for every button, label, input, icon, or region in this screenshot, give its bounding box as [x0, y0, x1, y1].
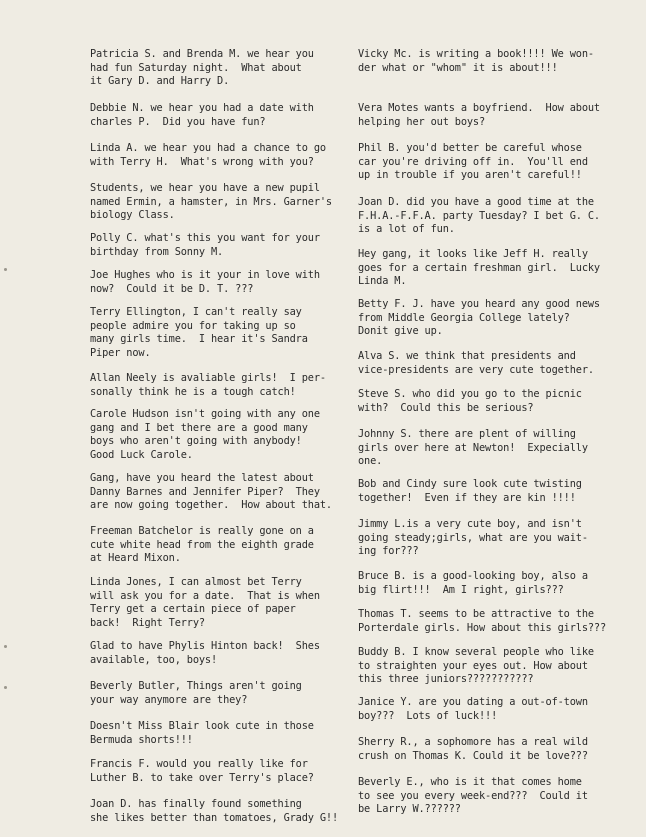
gossip-item: Beverly E., who is it that comes home to see you every week-end??? Could it be Larry W.??????	[358, 776, 588, 816]
gossip-item: Gang, have you heard the latest about Danny Barnes and Jennifer Piper? They are now going together. How about that.	[90, 472, 332, 512]
gossip-item: Steve S. who did you go to the picnic with? Could this be serious?	[358, 388, 582, 414]
gossip-item: Glad to have Phylis Hinton back! Shes available, too, boys!	[90, 640, 320, 666]
gossip-item: Doesn't Miss Blair look cute in those Bermuda shorts!!!	[90, 720, 314, 746]
gossip-item: Linda Jones, I can almost bet Terry will ask you for a date. That is when Terry get a certain piece of paper back! Right Terry?	[90, 576, 320, 629]
gossip-item: Linda A. we hear you had a chance to go with Terry H. What's wrong with you?	[90, 142, 326, 168]
gossip-item: Freeman Batchelor is really gone on a cute white head from the eighth grade at Heard Mixon.	[90, 525, 314, 565]
gossip-item: Johnny S. there are plent of willing girls over here at Newton! Expecially one.	[358, 428, 588, 468]
punch-hole-mark	[4, 268, 7, 271]
gossip-item: Thomas T. seems to be attractive to the Porterdale girls. How about this girls???	[358, 608, 607, 634]
gossip-item: Buddy B. I know several people who like to straighten your eyes out. How about this three juniors???????????	[358, 646, 594, 686]
gossip-item: Debbie N. we hear you had a date with charles P. Did you have fun?	[90, 102, 314, 128]
gossip-item: Sherry R., a sophomore has a real wild crush on Thomas K. Could it be love???	[358, 736, 588, 762]
gossip-item: Joan D. has finally found something she likes better than tomatoes, Grady G!!	[90, 798, 339, 824]
gossip-item: Carole Hudson isn't going with any one gang and I bet there are a good many boys who aren't going with anybody! Good Luck Carole.	[90, 408, 320, 461]
punch-hole-mark	[4, 686, 7, 689]
gossip-item: Polly C. what's this you want for your birthday from Sonny M.	[90, 232, 320, 258]
gossip-item: Alva S. we think that presidents and vice-presidents are very cute together.	[358, 350, 594, 376]
punch-hole-mark	[4, 645, 7, 648]
gossip-item: Jimmy L.is a very cute boy, and isn't going steady;girls, what are you wait- ing for???	[358, 518, 588, 558]
gossip-item: Joe Hughes who is it your in love with now? Could it be D. T. ???	[90, 269, 320, 295]
gossip-item: Hey gang, it looks like Jeff H. really goes for a certain freshman girl. Lucky Linda M.	[358, 248, 600, 288]
gossip-item: Vicky Mc. is writing a book!!!! We won- der what or "whom" it is about!!!	[358, 48, 594, 74]
gossip-item: Phil B. you'd better be careful whose car you're driving off in. You'll end up in trouble if you aren't careful!!	[358, 142, 588, 182]
gossip-item: Joan D. did you have a good time at the F.H.A.-F.F.A. party Tuesday? I bet G. C. is a lot of fun.	[358, 196, 600, 236]
gossip-item: Bruce B. is a good-looking boy, also a big flirt!!! Am I right, girls???	[358, 570, 588, 596]
gossip-item: Janice Y. are you dating a out-of-town boy??? Lots of luck!!!	[358, 696, 588, 722]
gossip-item: Patricia S. and Brenda M. we hear you had fun Saturday night. What about it Gary D. and Harry D.	[90, 48, 314, 88]
gossip-item: Students, we hear you have a new pupil named Ermin, a hamster, in Mrs. Garner's biology Class.	[90, 182, 332, 222]
gossip-item: Bob and Cindy sure look cute twisting together! Even if they are kin !!!!	[358, 478, 582, 504]
gossip-item: Terry Ellington, I can't really say people admire you for taking up so many girls time. I hear it's Sandra Piper now.	[90, 306, 308, 359]
gossip-item: Betty F. J. have you heard any good news from Middle Georgia College lately? Donit give up.	[358, 298, 600, 338]
gossip-item: Beverly Butler, Things aren't going your way anymore are they?	[90, 680, 302, 706]
gossip-item: Vera Motes wants a boyfriend. How about helping her out boys?	[358, 102, 600, 128]
gossip-item: Allan Neely is avaliable girls! I per- sonally think he is a tough catch!	[90, 372, 326, 398]
gossip-item: Francis F. would you really like for Luther B. to take over Terry's place?	[90, 758, 314, 784]
